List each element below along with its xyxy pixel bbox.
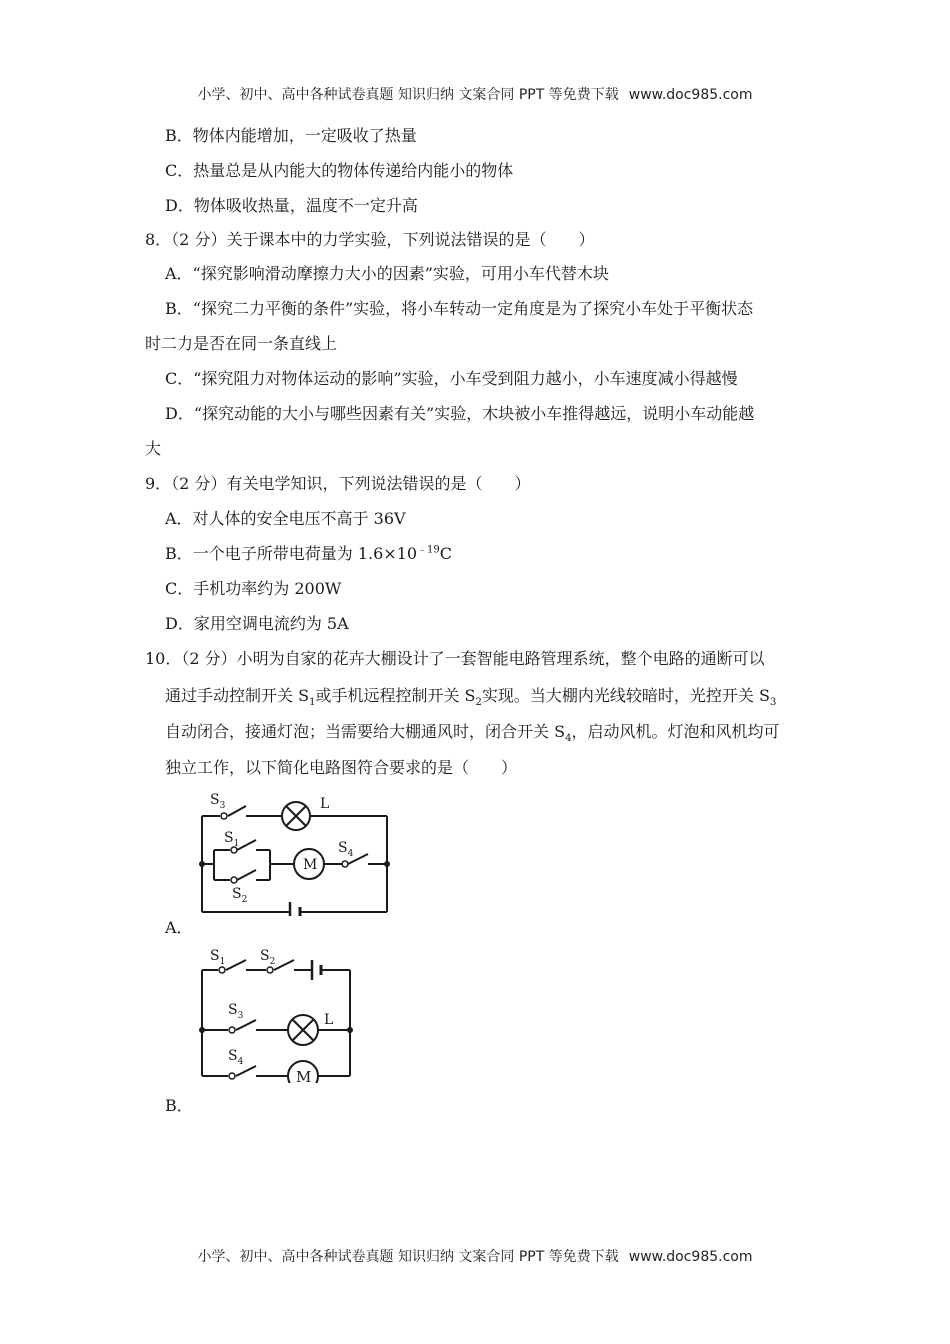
- q8-option-d-line2: 大: [145, 439, 162, 458]
- q9-stem: 9．（2 分）有关电学知识，下列说法错误的是（ ）: [145, 474, 531, 493]
- q8-option-c: C．“探究阻力对物体运动的影响”实验，小车受到阻力越小，小车速度减小得越慢: [165, 369, 738, 388]
- q10-stem-line2-c: 实现。当大棚内光线较暗时，光控开关 S: [481, 686, 770, 705]
- q10-stem-line3-a: 自动闭合，接通灯泡；当需要给大棚通风时，闭合开关 S: [165, 722, 566, 741]
- q10-stem-line4: 独立工作，以下简化电路图符合要求的是（ ）: [165, 758, 518, 777]
- circuit-a-s2-label: $S_2$: [232, 886, 248, 905]
- q10-sub-3: 3: [769, 697, 777, 709]
- q9-option-d: D．家用空调电流约为 5A: [165, 614, 349, 633]
- q8-option-a: A．“探究影响滑动摩擦力大小的因素”实验，可用小车代替木块: [165, 264, 609, 283]
- circuit-b-s4-label: $S_4$: [228, 1048, 244, 1067]
- q10-sub-4: 4: [565, 733, 572, 745]
- q10-stem-line3: [165, 722, 780, 745]
- q8-option-b-line1: B．“探究二力平衡的条件”实验，将小车转动一定角度是为了探究小车处于平衡状态: [165, 299, 754, 318]
- q8-stem: 8．（2 分）关于课本中的力学实验，下列说法错误的是（ ）: [145, 230, 595, 249]
- page-header: [0, 84, 950, 104]
- circuit-b-s1-label: $S_1$: [210, 948, 226, 967]
- circuit-b-s2-label: $S_2$: [260, 948, 276, 967]
- q9-option-a: A．对人体的安全电压不高于 36V: [165, 509, 406, 528]
- q10-stem-line2-b: 或手机远程控制开关 S: [315, 686, 476, 705]
- circuit-diagram-b: [190, 948, 365, 1083]
- q9-option-c: C．手机功率约为 200W: [165, 579, 342, 598]
- q7-option-d: D．物体吸收热量，温度不一定升高: [165, 196, 418, 215]
- q10-stem-line1: 10．（2 分）小明为自家的花卉大棚设计了一套智能电路管理系统，整个电路的通断可以: [145, 649, 765, 668]
- header-url[interactable]: www.doc985.com: [628, 87, 753, 103]
- q10-stem-line2: [165, 686, 777, 709]
- circuit-b-lamp-label: L: [324, 1012, 334, 1028]
- q10-stem-line3-b: ，启动风机。灯泡和风机均可: [571, 722, 780, 741]
- header-text: 小学、初中、高中各种试卷真题 知识归纳 文案合同 PPT 等免费下载: [197, 87, 619, 103]
- q8-option-b-line2: 时二力是否在同一条直线上: [145, 334, 338, 353]
- footer-url[interactable]: www.doc985.com: [628, 1249, 753, 1265]
- q9-option-b-exponent: ﹣19: [417, 544, 440, 556]
- q8-option-d-line1: D．“探究动能的大小与哪些因素有关”实验，木块被小车推得越远，说明小车动能越: [165, 404, 755, 423]
- circuit-a-motor-label: M: [303, 857, 318, 873]
- q7-option-b: B．物体内能增加，一定吸收了热量: [165, 126, 417, 145]
- q10-sub-2: 2: [475, 697, 482, 709]
- circuit-b-s3-label: $S_3$: [228, 1002, 244, 1021]
- q7-option-c: C．热量总是从内能大的物体传递给内能小的物体: [165, 161, 514, 180]
- circuit-a-lamp-label: L: [320, 796, 330, 812]
- circuit-b-motor-label: M: [296, 1068, 312, 1083]
- q10-option-a-label: A．: [165, 918, 193, 937]
- q10-sub-1: 1: [309, 697, 316, 709]
- footer-text: 小学、初中、高中各种试卷真题 知识归纳 文案合同 PPT 等免费下载: [197, 1249, 619, 1265]
- q9-option-b-unit: C: [439, 544, 453, 563]
- circuit-a-s4-label: $S_4$: [338, 840, 354, 859]
- page-footer: [0, 1246, 950, 1266]
- circuit-a-s3-label: $S_3$: [210, 792, 226, 811]
- q10-option-b-label: B．: [165, 1096, 193, 1115]
- circuit-diagram-a: [190, 786, 405, 916]
- q9-option-b-text: B．一个电子所带电荷量为 1.6×10: [165, 544, 418, 563]
- q9-option-b: [165, 544, 452, 564]
- q10-stem-line2-a: 通过手动控制开关 S: [165, 686, 310, 705]
- circuit-a-s1-label: $S_1$: [224, 830, 240, 849]
